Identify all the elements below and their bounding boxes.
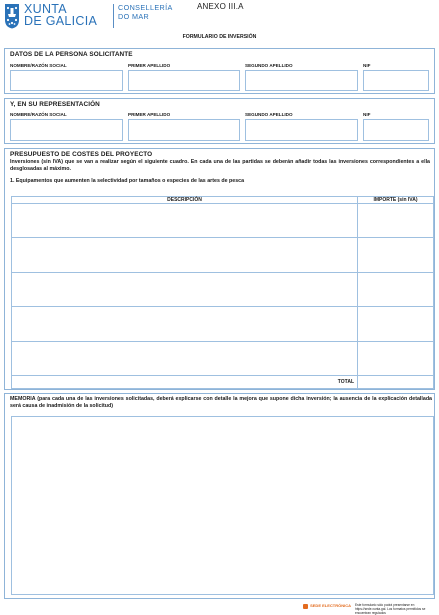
- total-label: TOTAL: [12, 375, 358, 388]
- representative-surname2-label: SEGUNDO APELLIDO: [245, 112, 293, 117]
- amount-cell[interactable]: [358, 204, 434, 238]
- description-column-header: DESCRIPCIÓN: [12, 197, 358, 204]
- table-row: [12, 307, 434, 341]
- representative-nif-field[interactable]: [363, 119, 429, 141]
- costs-table: [11, 196, 434, 389]
- amount-cell[interactable]: [358, 238, 434, 272]
- applicant-nif-label: NIF: [363, 63, 371, 68]
- applicant-section: [4, 48, 435, 94]
- memoria-instructions: MEMORIA (para cada una de las inversiones solicitadas, deberá explicarse con detalle la mejora que supone dicha inversión; la ausencia de la explicación detallada será causa de inadmisión de la solicitud): [10, 396, 432, 410]
- description-cell[interactable]: [12, 272, 358, 306]
- applicant-name-label: NOMBRE/RAZÓN SOCIAL: [10, 63, 67, 68]
- logo-line-1: XUNTA: [24, 2, 67, 16]
- representative-nif-label: NIF: [363, 112, 371, 117]
- description-cell[interactable]: [12, 238, 358, 272]
- table-row: [12, 341, 434, 375]
- logo-divider: [113, 4, 114, 28]
- applicant-section-title: DATOS DE LA PERSONA SOLICITANTE: [10, 51, 133, 58]
- memoria-section: [4, 393, 435, 599]
- description-cell[interactable]: [12, 307, 358, 341]
- applicant-name-field[interactable]: [10, 70, 123, 91]
- total-amount-cell[interactable]: [358, 375, 434, 388]
- table-row: [12, 204, 434, 238]
- xunta-logo-text: [24, 3, 97, 27]
- applicant-surname2-label: SEGUNDO APELLIDO: [245, 63, 293, 68]
- applicant-surname1-label: PRIMER APELLIDO: [128, 63, 171, 68]
- logo-line-2: DE GALICIA: [24, 14, 98, 28]
- total-row: [12, 375, 434, 388]
- representative-name-label: NOMBRE/RAZÓN SOCIAL: [10, 112, 67, 117]
- amount-cell[interactable]: [358, 307, 434, 341]
- page-header: [0, 0, 439, 36]
- xunta-logo: [4, 3, 97, 31]
- representative-surname1-field[interactable]: [128, 119, 240, 141]
- applicant-nif-field[interactable]: [363, 70, 429, 91]
- applicant-surname1-field[interactable]: [128, 70, 240, 91]
- sede-electronica-icon: [303, 604, 308, 609]
- representative-section-title: Y, EN SU REPRESENTACIÓN: [10, 101, 100, 108]
- galicia-emblem-icon: [4, 3, 20, 29]
- amount-cell[interactable]: [358, 272, 434, 306]
- footer-brand: SEDE ELECTRÓNICA: [310, 603, 351, 608]
- budget-subtitle: 1. Equipamentos que aumenten la selectividad por tamaños o especies de las artes de pesca: [10, 178, 245, 184]
- budget-section: [4, 148, 435, 390]
- page-footer: [303, 603, 435, 615]
- annex-code: ANEXO III.A: [197, 2, 244, 11]
- representative-surname2-field[interactable]: [245, 119, 358, 141]
- applicant-surname2-field[interactable]: [245, 70, 358, 91]
- representative-name-field[interactable]: [10, 119, 123, 141]
- department-line-1: CONSELLERÍA: [118, 3, 173, 12]
- department-line-2: DO MAR: [118, 12, 150, 21]
- description-cell[interactable]: [12, 341, 358, 375]
- department-name: [118, 3, 173, 21]
- amount-column-header: IMPORTE (sin IVA): [358, 197, 434, 204]
- memoria-text-area[interactable]: [11, 416, 434, 595]
- amount-cell[interactable]: [358, 341, 434, 375]
- budget-section-title: PRESUPUESTO DE COSTES DEL PROYECTO: [10, 151, 153, 158]
- table-row: [12, 272, 434, 306]
- representative-surname1-label: PRIMER APELLIDO: [128, 112, 171, 117]
- representative-section: [4, 98, 435, 144]
- form-title: FORMULARIO DE INVERSIÓN: [182, 34, 257, 40]
- description-cell[interactable]: [12, 204, 358, 238]
- footer-note: Este formulario sólo podrá presentarse en https://sede.xunta.gal. Los formatos permitidos se encuentran regulados: [355, 603, 426, 615]
- budget-intro-text: Inversiones (sin IVA) que se van a realizar según el siguiente cuadro. En cada una de las partidas se deberán añadir todas las inversiones correspondientes a ella desglosadas al máximo.: [10, 159, 430, 173]
- table-row: [12, 238, 434, 272]
- table-header-row: [12, 197, 434, 204]
